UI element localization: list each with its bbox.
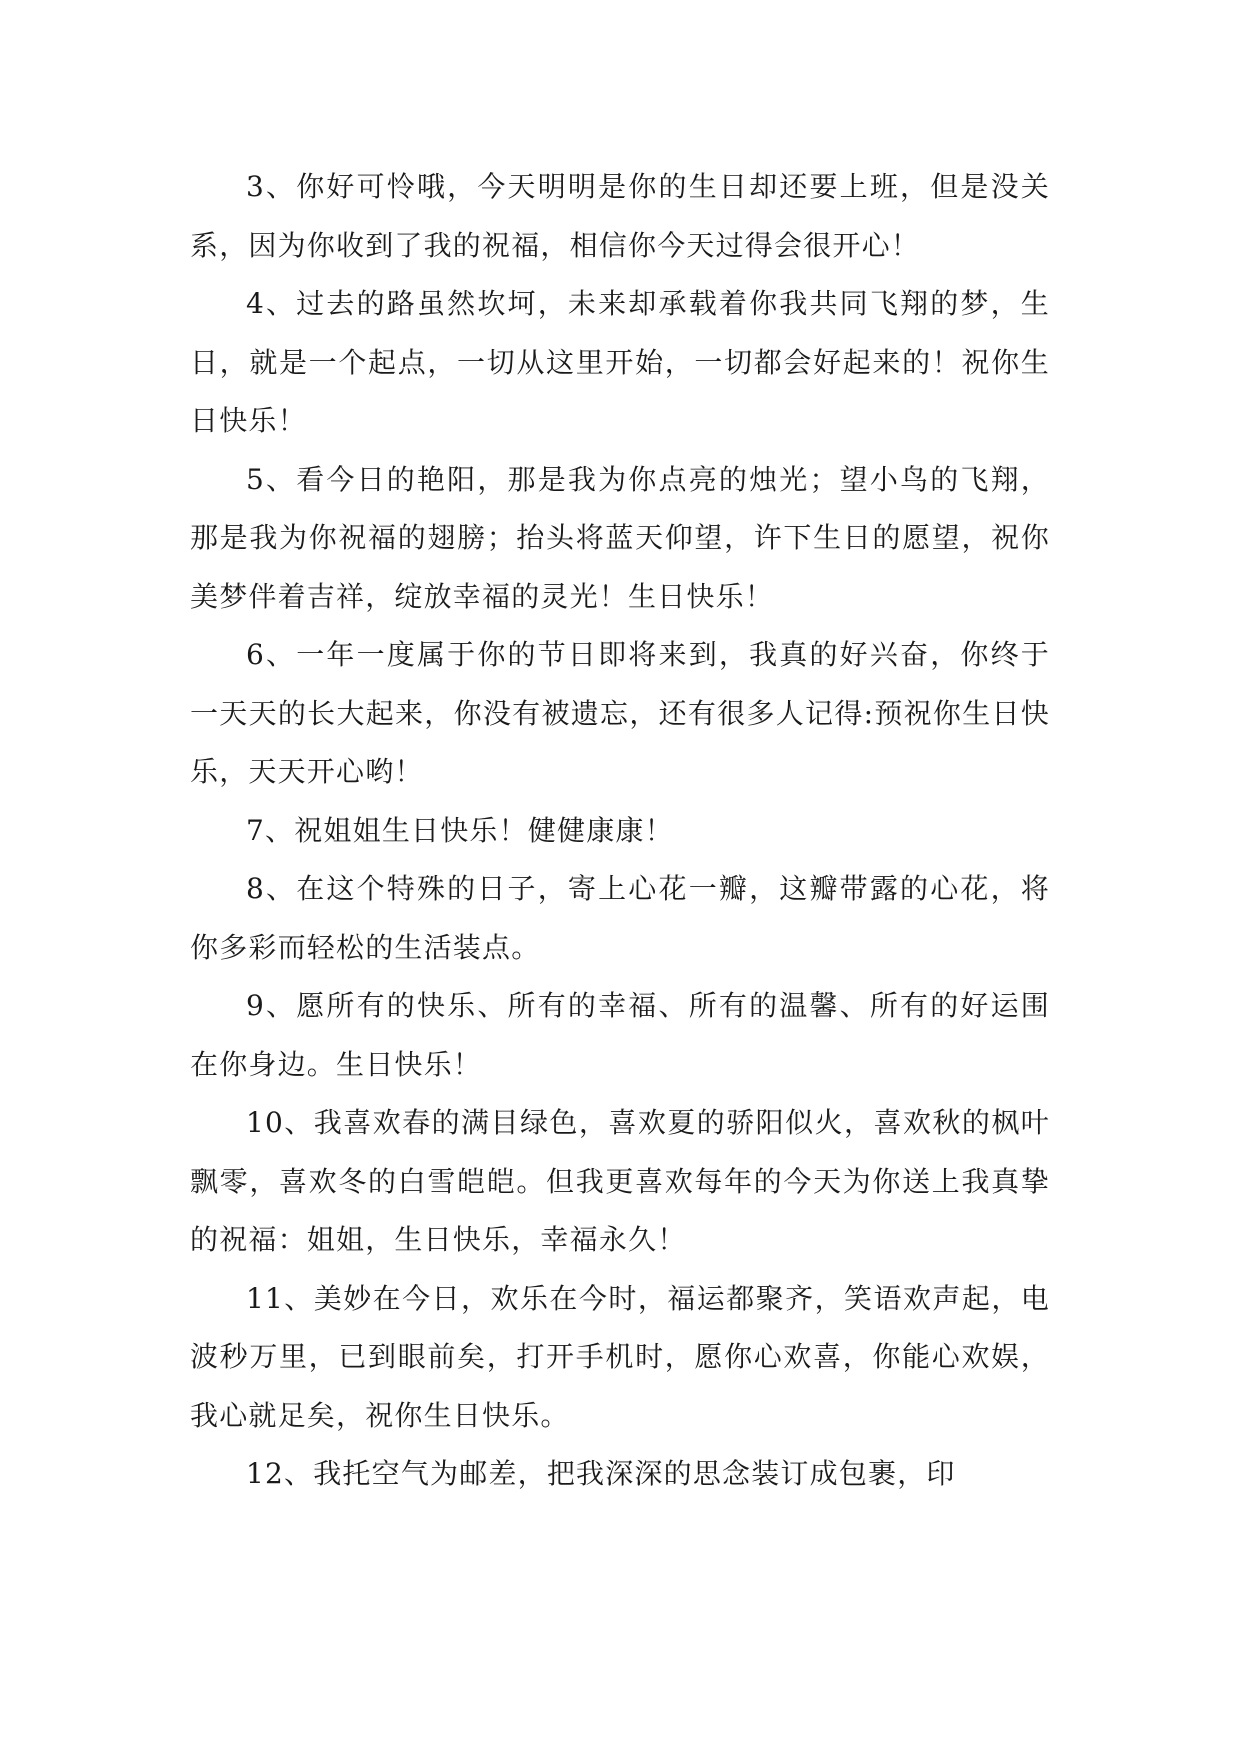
paragraph-9: 9、愿所有的快乐、所有的幸福、所有的温馨、所有的好运围在你身边。生日快乐！ [190, 989, 1050, 1081]
paragraph-10: 10、我喜欢春的满目绿色，喜欢夏的骄阳似火，喜欢秋的枫叶飘零，喜欢冬的白雪皑皑。但我更喜欢每年的今天为你送上我真挚的祝福：姐姐，生日快乐，幸福永久！ [190, 1106, 1050, 1256]
paragraph-8: 8、在这个特殊的日子，寄上心花一瓣，这瓣带露的心花，将你多彩而轻松的生活装点。 [190, 872, 1050, 964]
paragraph-4: 4、过去的路虽然坎坷，未来却承载着你我共同飞翔的梦，生日，就是一个起点，一切从这里开始，一切都会好起来的！祝你生日快乐！ [190, 287, 1050, 437]
paragraph-7: 7、祝姐姐生日快乐！健健康康！ [246, 813, 674, 847]
paragraph-3: 3、你好可怜哦，今天明明是你的生日却还要上班，但是没关系，因为你收到了我的祝福，相信你今天过得会很开心！ [190, 170, 1050, 262]
paragraph-5: 5、看今日的艳阳，那是我为你点亮的烛光；望小鸟的飞翔，那是我为你祝福的翅膀；抬头将蓝天仰望，许下生日的愿望，祝你美梦伴着吉祥，绽放幸福的灵光！生日快乐！ [190, 462, 1050, 613]
paragraph-11: 11、美妙在今日，欢乐在今时，福运都聚齐，笑语欢声起，电波秒万里，已到眼前矣，打开手机时，愿你心欢喜，你能心欢娱，我心就足矣，祝你生日快乐。 [190, 1281, 1050, 1432]
paragraph-12: 12、我托空气为邮差，把我深深的思念装订成包裹，印 [246, 1457, 956, 1490]
paragraph-6: 6、一年一度属于你的节日即将来到，我真的好兴奋，你终于一天天的长大起来，你没有被遗忘，还有很多人记得:预祝你生日快乐，天天开心哟！ [190, 638, 1050, 788]
document-page [190, 158, 1050, 1504]
